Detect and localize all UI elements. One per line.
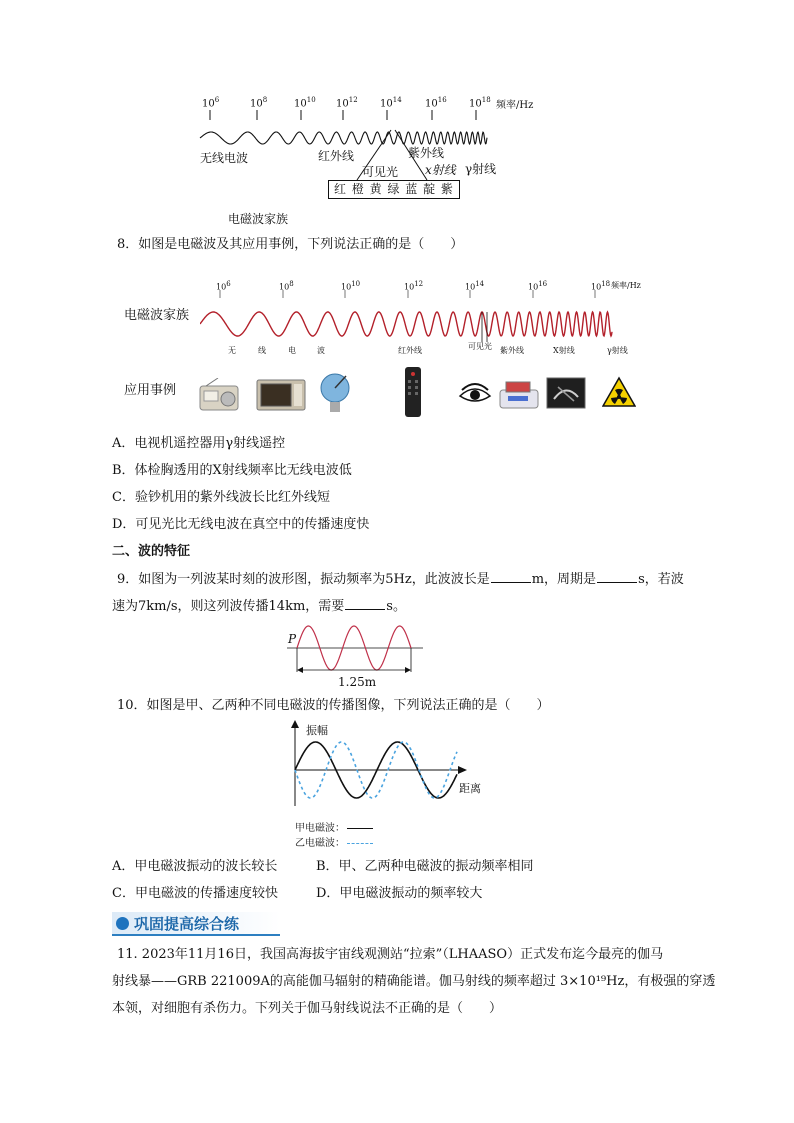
- eye-icon: [458, 380, 492, 408]
- radiation-warning-icon: [602, 376, 636, 408]
- q9-point-p: P: [288, 632, 297, 646]
- q8-option-a[interactable]: A．电视机遥控器用γ射线遥控: [112, 436, 286, 451]
- radio-icon: [198, 378, 240, 412]
- band-label-visible: 可见光: [468, 342, 492, 351]
- q10-legend-a: 甲电磁波：: [295, 820, 373, 838]
- x-ray-film-icon: [546, 377, 586, 409]
- freq-label-3: $10^{10}$: [294, 96, 316, 110]
- em-family-label: 电磁波家族: [124, 308, 190, 323]
- section-bullet-icon: [116, 917, 129, 930]
- money-checker-icon: [498, 378, 540, 410]
- q10-option-b[interactable]: B．甲、乙两种电磁波的振动频率相同: [316, 859, 534, 874]
- band-label-xray: X射线: [553, 346, 575, 355]
- diagram1-caption: 电磁波家族: [228, 212, 289, 226]
- q9-length-label: 1.25m: [338, 675, 377, 689]
- q8-freq-label-3: 1010: [341, 280, 361, 292]
- legend-solid-line: [347, 828, 373, 829]
- freq-label-7: $10^{18}$: [469, 96, 491, 110]
- spectrum-wave-2: [200, 290, 620, 350]
- visible-colors-box: [328, 180, 460, 199]
- band-xray: x射线: [425, 163, 456, 177]
- q8-freq-label-2: 108: [279, 280, 294, 292]
- band-label-3: 电: [288, 346, 296, 355]
- q11-line-1: 11. 2023年11月16日，我国高海拔宇宙线观测站“拉索”（LHAASO）正式发布迄今最亮的伽马: [117, 947, 664, 962]
- q9-waveform: [285, 622, 425, 674]
- section-title-wave-features: 二、波的特征: [112, 544, 191, 559]
- band-visible: 可见光: [362, 165, 399, 179]
- q8-option-d[interactable]: D．可见光比无线电波在真空中的传播速度快: [112, 517, 370, 532]
- satellite-dish-icon: [318, 372, 352, 414]
- q11-line-2: 射线暴——GRB 221009A的高能伽马辐射的精确能谱。伽马射线的频率超过 3×10¹⁹Hz，有极强的穿透: [112, 974, 716, 989]
- q8-freq-label-5: 1014: [465, 280, 485, 292]
- q9-line-1: 9．如图为一列波某时刻的波形图，振动频率为5Hz，此波波长是 m，周期是 s，若波: [117, 572, 684, 587]
- q9-blank-wavelength[interactable]: [491, 570, 531, 583]
- freq-label-2: $10^8$: [250, 96, 268, 110]
- q8-option-c[interactable]: C．验钞机用的紫外线波长比红外线短: [112, 490, 330, 505]
- band-label-infrared: 红外线: [398, 346, 422, 355]
- q8-option-b[interactable]: B．体检胸透用的X射线频率比无线电波低: [112, 463, 352, 478]
- section-title-consolidation: 巩固提高综合练: [134, 915, 240, 933]
- freq-unit: 频率/Hz: [496, 100, 534, 111]
- q8-freq-label-1: 106: [216, 280, 231, 292]
- q8-freq-label-4: 1012: [404, 280, 424, 292]
- band-label-4: 波: [317, 346, 325, 355]
- band-label-2: 线: [258, 346, 266, 355]
- q9-blank-time[interactable]: [345, 597, 385, 610]
- band-uv: 紫外线: [408, 146, 445, 160]
- q11-line-3: 本领，对细胞有杀伤力。下列关于伽马射线说法不正确的是（ ）: [112, 1001, 503, 1016]
- legend-dashed-line: [347, 843, 373, 844]
- q10-y-label: 振幅: [306, 724, 328, 737]
- band-label-1: 无: [228, 346, 236, 355]
- band-infrared: 红外线: [318, 149, 355, 163]
- visible-colors-row: 红 橙 黄 绿 蓝 靛 紫: [334, 182, 454, 196]
- q8-stem: 8．如图是电磁波及其应用事例，下列说法正确的是（ ）: [117, 237, 464, 252]
- freq-label-6: $10^{16}$: [425, 96, 447, 110]
- freq-label-4: $10^{12}$: [336, 96, 358, 110]
- q10-stem: 10．如图是甲、乙两种不同电磁波的传播图像，下列说法正确的是（ ）: [117, 698, 550, 713]
- q10-legend-b: 乙电磁波：: [295, 835, 373, 853]
- q9-line-2: 速为7km/s，则这列波传播14km，需要 s。: [112, 599, 406, 614]
- band-gamma: γ射线: [465, 162, 497, 176]
- freq-label-1: $10^6$: [202, 96, 220, 110]
- band-label-gamma: γ射线: [607, 346, 628, 355]
- applications-label: 应用事例: [124, 383, 177, 398]
- q8-freq-unit: 频率/Hz: [611, 281, 641, 290]
- q10-x-label: 距离: [459, 782, 481, 795]
- band-radio: 无线电波: [200, 151, 249, 165]
- tv-remote-icon: [404, 366, 422, 418]
- q9-blank-period[interactable]: [597, 570, 637, 583]
- q8-freq-label-6: 1016: [528, 280, 548, 292]
- q10-option-a[interactable]: A．甲电磁波振动的波长较长: [112, 859, 278, 874]
- freq-label-5: $10^{14}$: [380, 96, 402, 110]
- q10-option-d[interactable]: D．甲电磁波振动的频率较大: [316, 886, 483, 901]
- band-label-uv: 紫外线: [500, 346, 524, 355]
- q8-freq-label-7: 1018: [591, 280, 611, 292]
- q10-option-c[interactable]: C．甲电磁波的传播速度较快: [112, 886, 278, 901]
- microwave-oven-icon: [256, 378, 306, 412]
